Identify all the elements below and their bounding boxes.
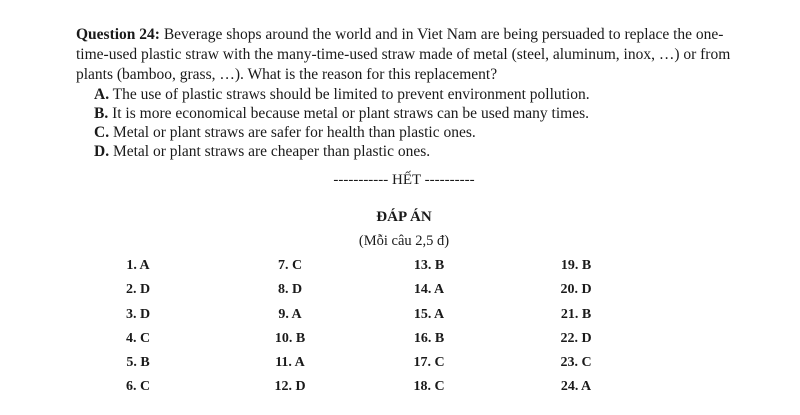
option-letter: D. (94, 143, 110, 160)
answer-cell: 19. B (560, 258, 592, 273)
answer-cell: 3. D (125, 306, 151, 322)
answer-cell: 11. A (275, 355, 305, 371)
answer-cell: 5. B (126, 355, 150, 371)
answer-key-title: ĐÁP ÁN (376, 209, 432, 225)
option-c (94, 123, 756, 142)
answer-cell: 4. C (125, 330, 151, 346)
answer-cell: 12. D (274, 379, 306, 395)
answer-key-subtitle: (Mỗi câu 2,5 đ) (358, 233, 450, 249)
answer-row (0, 305, 800, 329)
answer-cell: 22. D (560, 330, 592, 346)
answer-row (0, 256, 800, 280)
answer-cell: 8. D (277, 282, 303, 298)
answer-cell: 7. C (277, 258, 303, 273)
end-marker: ----------- HẾT ---------- (333, 172, 475, 188)
answer-row (0, 353, 800, 377)
option-d (94, 142, 756, 161)
option-text: It is more economical because metal or plant straws can be used many times. (108, 105, 589, 122)
option-text: The use of plastic straws should be limited to prevent environment pollution. (109, 86, 590, 103)
question-text (76, 25, 756, 85)
option-text: Metal or plant straws are cheaper than plastic ones. (109, 143, 431, 160)
answer-cell: 14. A (413, 282, 445, 298)
option-text: Metal or plant straws are safer for health than plastic ones. (109, 124, 476, 141)
answer-cell: 24. A (560, 379, 592, 395)
answer-cell: 18. C (413, 379, 445, 395)
answer-cell: 23. C (560, 355, 592, 371)
answer-row (0, 329, 800, 353)
question-body: Beverage shops around the world and in Viet Nam are being persuaded to replace the one-time-used plastic straw with the many-time-used straw made of metal (steel, aluminum, inox, …) or from plants (bamboo, grass, …). What is the reason for this replacement? (76, 26, 731, 83)
answer-cell: 10. B (274, 330, 306, 346)
answer-cell: 20. D (560, 282, 592, 298)
question-block (76, 25, 756, 161)
answer-cell: 21. B (560, 306, 592, 322)
answer-cell: 13. B (413, 258, 445, 273)
answer-cell: 16. B (413, 330, 445, 346)
answer-key-grid (0, 256, 800, 402)
answer-cell: 6. C (125, 379, 151, 395)
option-a (94, 85, 756, 104)
answer-cell: 17. C (413, 355, 445, 371)
answer-cell: 15. A (413, 306, 445, 322)
answer-cell: 2. D (125, 282, 151, 298)
option-letter: B. (94, 105, 109, 122)
answer-row (0, 280, 800, 304)
question-number: Question 24: (76, 26, 160, 43)
answer-cell: 1. A (126, 258, 150, 273)
option-letter: A. (94, 86, 110, 103)
answer-cell: 9. A (278, 306, 302, 322)
answer-row (0, 377, 800, 401)
answer-options (76, 85, 756, 161)
option-letter: C. (94, 124, 110, 141)
option-b (94, 104, 756, 123)
